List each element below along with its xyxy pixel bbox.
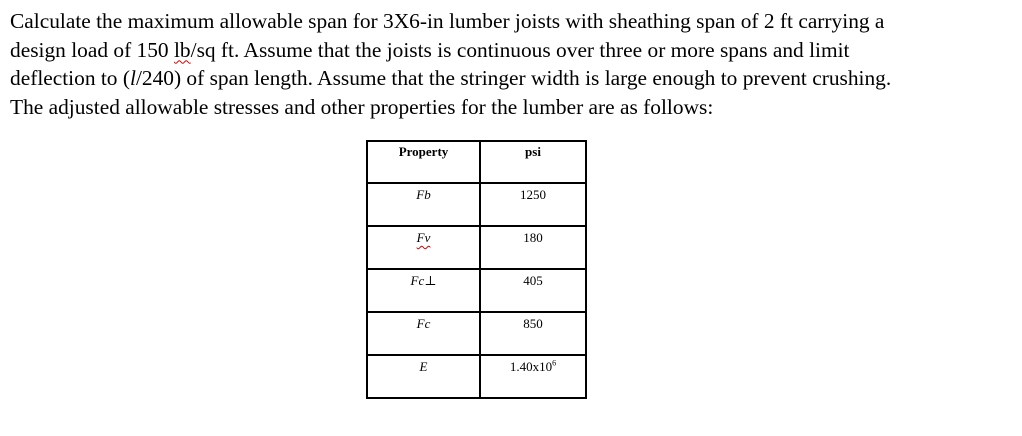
- value-cell: 1250: [480, 183, 586, 226]
- value-cell: 405: [480, 269, 586, 312]
- property-cell: Fc⊥: [367, 269, 480, 312]
- problem-line-2: [10, 36, 1015, 65]
- property-cell: [367, 226, 480, 269]
- problem-line-3-start: deflection to (: [10, 66, 130, 91]
- property-cell: Fc: [367, 312, 480, 355]
- problem-statement: [10, 7, 1015, 121]
- value-cell: 180: [480, 226, 586, 269]
- table-row: [367, 312, 586, 355]
- property-cell: E: [367, 355, 480, 398]
- table-row: [367, 355, 586, 398]
- header-property: Property: [367, 141, 480, 183]
- table-row: [367, 183, 586, 226]
- problem-line-3-end: /240) of span length. Assume that the stringer width is large enough to prevent crushing.: [135, 66, 892, 91]
- table-row: [367, 226, 586, 269]
- table-header-row: [367, 141, 586, 183]
- header-psi: psi: [480, 141, 586, 183]
- value-base: 1.40x10: [509, 359, 553, 374]
- problem-line-1: Calculate the maximum allowable span for 3X6-in lumber joists with sheathing span of 2 ft carrying a: [10, 9, 885, 33]
- property-cell: Fb: [367, 183, 480, 226]
- value-cell: 850: [480, 312, 586, 355]
- spellcheck-word-fv: Fv: [416, 230, 431, 245]
- problem-line-4: The adjusted allowable stresses and other properties for the lumber are as follows:: [10, 94, 714, 119]
- span-length-symbol: l: [129, 66, 136, 91]
- lumber-properties-table: [366, 140, 587, 399]
- spellcheck-word-lb: lb: [173, 37, 191, 62]
- problem-line-2-start: design load of 150: [10, 37, 174, 62]
- table-row: [367, 269, 586, 312]
- problem-line-2-end: /sq ft. Assume that the joists is continuous over three or more spans and limit: [190, 37, 850, 62]
- problem-line-3: [10, 64, 1015, 93]
- value-exponent: 6: [552, 358, 557, 368]
- value-cell: [480, 355, 586, 398]
